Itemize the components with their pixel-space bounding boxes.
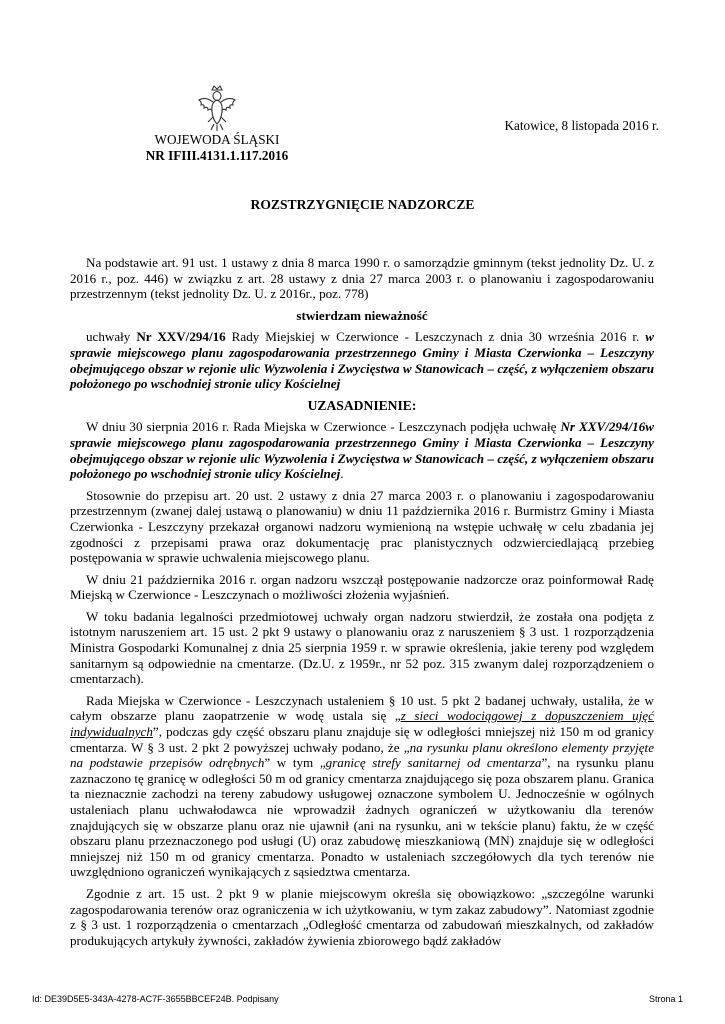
document-id: Id: DE39D5E5-343A-4278-AC7F-3655BBCEF24B. Podpisany: [32, 994, 279, 1004]
justification-paragraph-5: [70, 693, 654, 880]
justification-paragraph-6: Zgodnie z art. 15 ust. 2 pkt 9 w planie miejscowym określa się obowiązkowo: „szczególne warunki zagospodarowania terenów oraz ograniczenia w ich użytkowaniu, w tym zakaz zabudowy”. Natomiast zgodnie z § 3 ust. 1 rozporządzenia o cmentarzach „Odległość cmentarza od zabudowań mieszkalnych, od zakładów produkujących artykuły żywności, zakładów żywienia zbiorowego bądź zakładów: [70, 885, 654, 948]
resolution-prefix: uchwały: [86, 329, 137, 345]
p5-quote-drawing: na rysunku planu określono elementy przyjęte na podstawie przepisów odrębnych: [70, 739, 655, 771]
justification-heading: UZASADNIENIE:: [307, 397, 417, 413]
resolution-middle: Rady Miejskiej w Czerwionce - Leszczynach z dnia 30 września 2016 r.: [225, 329, 646, 345]
p5-e: ” w tym „: [264, 755, 326, 771]
resolution-number: Nr XXV/294/16: [136, 329, 226, 345]
page-number: Strona 1: [648, 994, 683, 1004]
document-title: ROZSTRZYGNIĘCIE NADZORCZE: [250, 197, 475, 212]
p1-end: .: [340, 466, 344, 482]
page-footer: [32, 994, 683, 1004]
p5-quote-water-supply: z sieci wodociągowej z dopuszczeniem ujęć indywidualnych: [70, 708, 654, 740]
reference-number: NR IFIII.4131.1.117.2016: [145, 148, 289, 163]
justification-paragraph-2: Stosownie do przepisu art. 20 ust. 2 ustawy z dnia 27 marca 2003 r. o planowaniu i zagospodarowaniu przestrzennym (zwanej dalej ustawą o planowaniu) w dniu 11 października 2016 r. Burmistrz Gminy i Miasta Czerwionka - Leszczyny przekazał organowi nadzoru wymienioną na wstępie uchwałę w celu zbadania jej zgodności z przepisami prawa oraz dokumentację prac planistycznych odzwierciedlającą przebieg postępowania w sprawie uchwalenia miejscowego planu.: [70, 487, 654, 566]
authority-name: WOJEWODA ŚLĄSKI: [154, 132, 280, 147]
p1-text: W dniu 30 sierpnia 2016 r. Rada Miejska w Czerwionce - Leszczynach podjęła uchwałę: [86, 419, 561, 435]
justification-paragraph-4: W toku badania legalności przedmiotowej uchwały organ nadzoru stwierdził, że została ona podjęta z istotnym naruszeniem art. 15 ust. 2 pkt 9 ustawy o planowaniu oraz z naruszeniem § 3 ust. 1 rozporządzenia Ministra Gospodarki Komunalnej z dnia 25 sierpnia 1959 r. w sprawie określenia, jakie tereny pod względem sanitarnym są odpowiednie na cmentarze. (Dz.U. z 1959r., nr 52 poz. 315 zwanym dalej rozporządzeniem o cmentarzach).: [70, 608, 654, 687]
legal-basis-paragraph: Na podstawie art. 91 ust. 1 ustawy z dnia 8 marca 1990 r. o samorządzie gminnym (tekst jednolity Dz. U. z 2016 r., poz. 446) w związku z art. 28 ustawy z dnia 27 marca 2003 r. o planowaniu i zagospodarowaniu przestrzennym (tekst jednolity Dz. U. z 2016r., poz. 778): [70, 255, 654, 302]
document-body: [70, 255, 654, 954]
polish-eagle-emblem-icon: [195, 84, 239, 132]
p5-c: ”, podczas gdy część obszaru planu znajduje się w odległości mniejszej niż 150 m od granicy cmentarza. W § 3 ust. 2 pkt 2 powyższej uchwały podano, że „: [70, 724, 654, 755]
place-date: Katowice, 8 listopada 2016 r.: [504, 118, 659, 133]
resolution-subject: w sprawie miejscowego planu zagospodarowania przestrzennego Gminy i Miasta Czerwionka – Leszczyny obejmującego obszar w rejonie ulic Wyzwolenia i Zwycięstwa w Stanowicach – część, z wyłączeniem obszaru położonego po wschodniej stronie ulicy Kościelnej: [70, 329, 655, 392]
declaration: stwierdzam nieważność: [296, 307, 428, 323]
p5-a: Rada Miejska w Czerwionce - Leszczynach ustaleniem § 10 ust. 5 pkt 2 badanej uchwały, ustaliła, że w całym obszarze planu zaopatrzenie w wodę ustala się „: [70, 692, 654, 724]
justification-paragraph-1: [70, 419, 654, 481]
p5-quote-sanitary-zone: granicę strefy sanitarnej od cmentarza: [325, 755, 542, 771]
p5-g: ”, na rysunku planu zaznaczono tę granicę w odległości 50 m od granicy cmentarza znajdującego się poza obszarem planu. Granica ta nieznacznie zachodzi na tereny zabudowy usługowej oznaczone symbolem U. Jednocześnie w ogólnych ustaleniach planu uchwałodawca nie wprowadził żadnych ograniczeń w użytkowaniu dla terenów znajdujących się w obszarze planu oraz nie ujawnił (ani na rysunku, ani w tekście planu) faktu, że w część obszaru planu przeznaczonego pod usługi (U) oraz zabudowę mieszkaniową (MN) znajduje się w odległości mniejszej niż 150 m od granicy cmentarza. Ponadto w ustaleniach szczegółowych dla tych terenów nie uwzględniono ograniczeń wynikających z sąsiedztwa cmentarza.: [70, 755, 654, 880]
justification-paragraph-3: W dniu 21 października 2016 r. organ nadzoru wszczął postępowanie nadzorcze oraz poinformował Radę Miejską w Czerwionce - Leszczynach o możliwości złożenia wyjaśnień.: [70, 571, 654, 603]
p1-emph: Nr XXV/294/16w sprawie miejscowego planu zagospodarowania przestrzennego Gminy i Miasta Czerwionka – Leszczyny obejmującego obszar w rejonie ulic Wyzwolenia i Zwycięstwa w Stanowicach – część, z wyłączeniem obszaru położonego po wschodniej stronie ulicy Kościelnej: [70, 419, 654, 482]
resolution-paragraph: [70, 329, 654, 391]
authority-block: [130, 132, 304, 164]
